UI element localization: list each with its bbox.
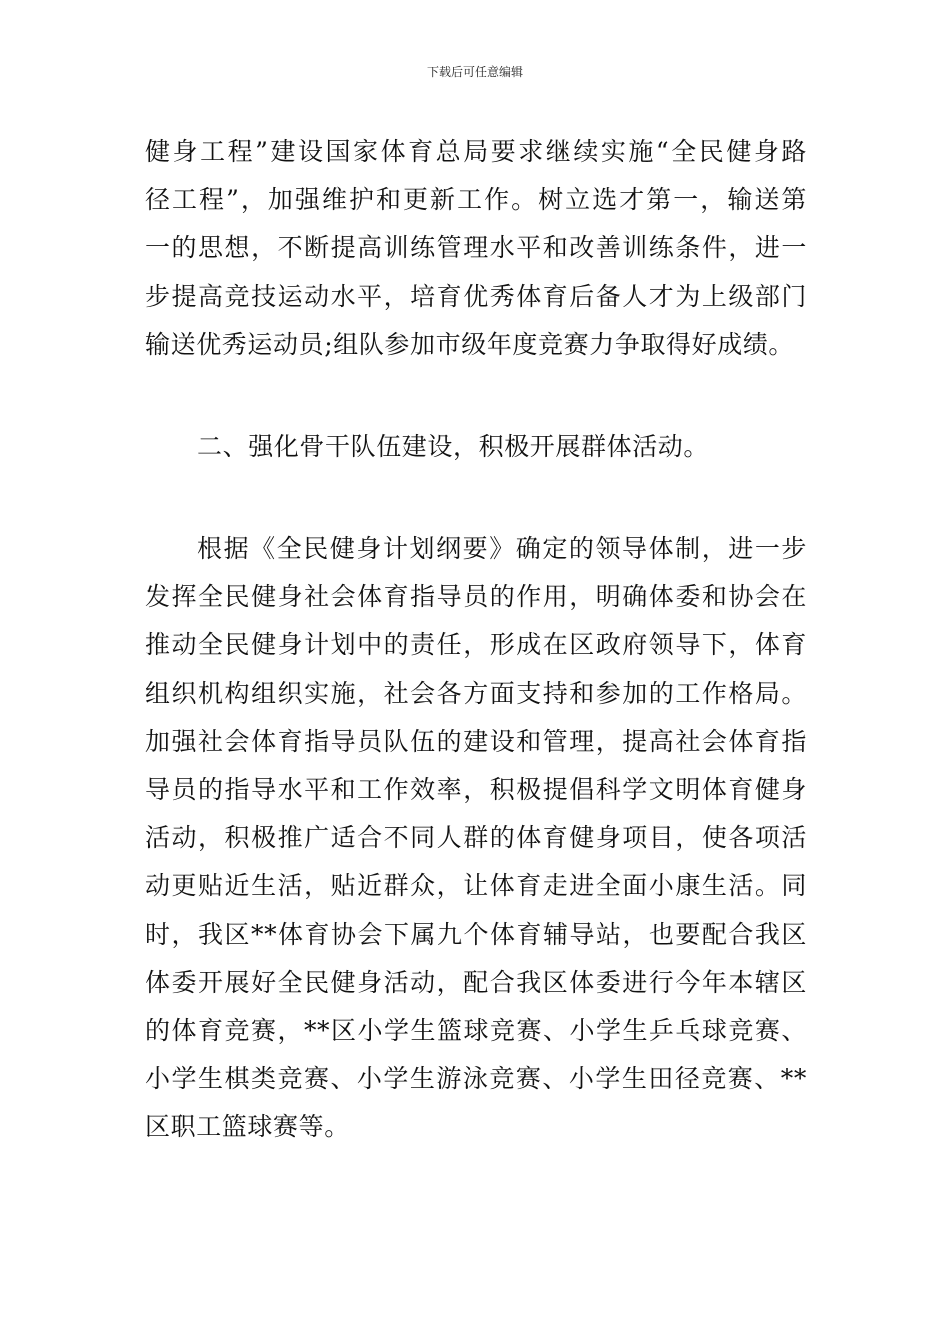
text-line: 时，我区**体育协会下属九个体育辅导站，也要配合我区 — [145, 919, 807, 949]
section-heading — [145, 423, 807, 471]
text-line: 小学生棋类竞赛、小学生游泳竞赛、小学生田径竞赛、** — [145, 1064, 807, 1094]
text-line: 输送优秀运动员;组队参加市级年度竞赛力争取得好成绩。 — [145, 329, 795, 359]
text-line: 步提高竞技运动水平，培育优秀体育后备人才为上级部门 — [145, 281, 807, 311]
text-line: 的体育竞赛，**区小学生篮球竞赛、小学生乒乓球竞赛、 — [145, 1015, 807, 1045]
paragraph-1 — [145, 128, 807, 369]
text-line: 组织机构组织实施，社会各方面支持和参加的工作格局。 — [145, 678, 807, 708]
paragraph-3 — [145, 525, 807, 1151]
text-line: 动更贴近生活，贴近群众，让体育走进全面小康生活。同 — [145, 871, 807, 901]
text-line: 导员的指导水平和工作效率，积极提倡科学文明体育健身 — [145, 774, 807, 804]
text-line: 健身工程”建设国家体育总局要求继续实施“全民健身路 — [145, 137, 807, 166]
text-line: 区职工篮球赛等。 — [145, 1112, 350, 1142]
text-line: 体委开展好全民健身活动，配合我区体委进行今年本辖区 — [145, 967, 807, 997]
text-line: 活动，积极推广适合不同人群的体育健身项目，使各项活 — [145, 823, 807, 853]
text-line: 发挥全民健身社会体育指导员的作用，明确体委和协会在 — [145, 582, 807, 612]
text-line: 径工程”，加强维护和更新工作。树立选才第一，输送第 — [145, 185, 807, 215]
text-line: 一的思想，不断提高训练管理水平和改善训练条件，进一 — [145, 233, 807, 263]
text-line: 根据《全民健身计划纲要》确定的领导体制，进一步 — [197, 534, 807, 563]
page-header: 下载后可任意编辑 — [426, 65, 523, 79]
text-line: 加强社会体育指导员队伍的建设和管理，提高社会体育指 — [145, 726, 807, 756]
text-line: 推动全民健身计划中的责任，形成在区政府领导下，体育 — [145, 630, 807, 660]
section-heading-text: 二、强化骨干队伍建设，积极开展群体活动。 — [197, 432, 710, 461]
